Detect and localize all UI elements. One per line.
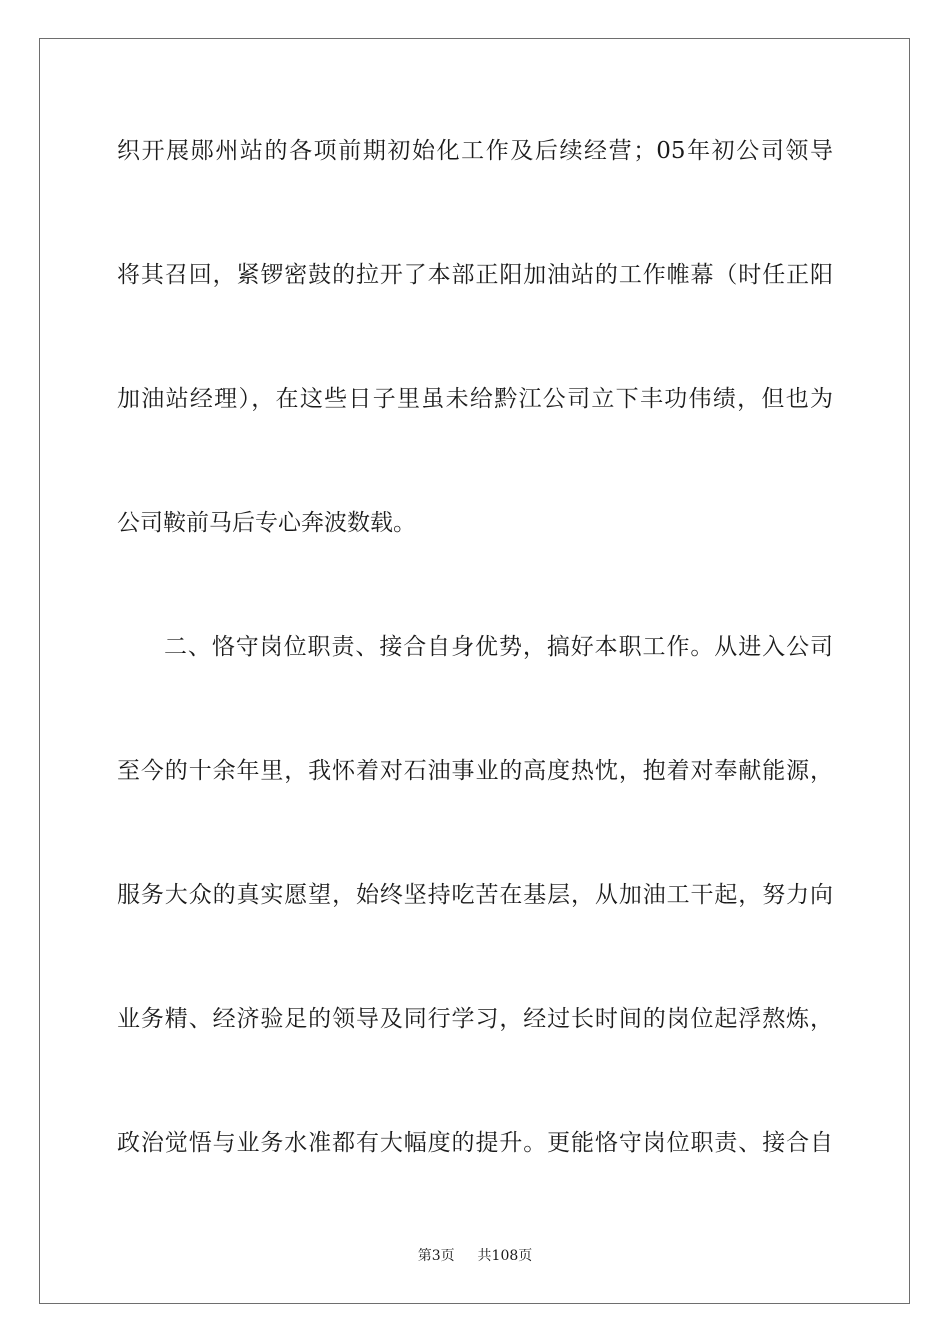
text-line: 织开展郧州站的各项前期初始化工作及后续经营；05年初公司领导: [117, 138, 833, 164]
text-line: 加油站经理），在这些日子里虽未给黔江公司立下丰功伟绩，但也为: [117, 386, 833, 412]
page-border: [39, 38, 910, 1304]
text-line: 服务大众的真实愿望，始终坚持吃苦在基层，从加油工干起，努力向: [117, 882, 833, 908]
text-line: 政治觉悟与业务水准都有大幅度的提升。更能恪守岗位职责、接合自: [117, 1130, 833, 1156]
text-line: 公司鞍前马后专心奔波数载。: [117, 510, 416, 536]
text-line: 至今的十余年里，我怀着对石油事业的高度热忱，抱着对奉献能源，: [117, 758, 833, 784]
paragraph-start-line: 二、恪守岗位职责、接合自身优势，搞好本职工作。从进入公司: [164, 634, 833, 660]
text-line: 业务精、经济验足的领导及同行学习，经过长时间的岗位起浮熬炼，: [117, 1006, 833, 1032]
page-number: 第3页: [417, 1248, 455, 1264]
text-line: 将其召回，紧锣密鼓的拉开了本部正阳加油站的工作帷幕（时任正阳: [117, 262, 833, 288]
total-pages: 共108页: [477, 1248, 533, 1264]
page-footer: [0, 1247, 950, 1265]
